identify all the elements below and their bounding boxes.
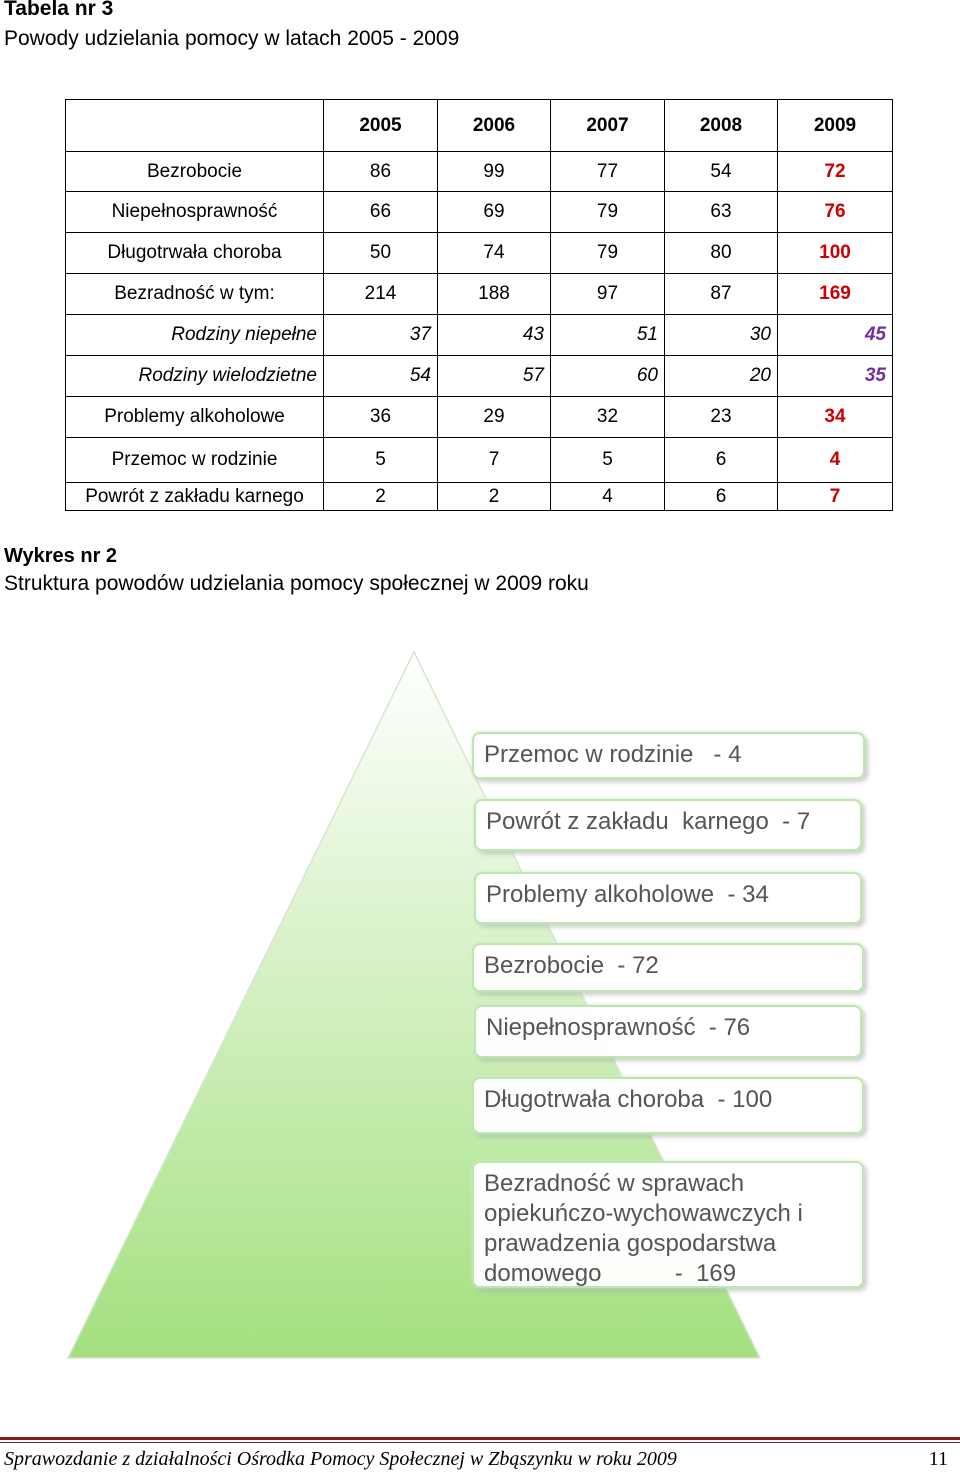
row-value: 32 bbox=[551, 397, 665, 438]
row-label: Rodziny wielodzietne bbox=[66, 356, 324, 397]
pyramid-box bbox=[472, 1077, 864, 1134]
row-label: Niepełnosprawność bbox=[66, 192, 324, 233]
row-value: 4 bbox=[778, 438, 893, 483]
pyramid-box-label: Powrót z zakładu karnego - 7 bbox=[486, 808, 811, 835]
footer-text: Sprawozdanie z działalności Ośrodka Pomocy Społecznej w Zbąszynku w roku 2009 bbox=[4, 1448, 677, 1470]
row-label: Rodziny niepełne bbox=[66, 315, 324, 356]
pyramid-box-label: Przemoc w rodzinie - 4 bbox=[484, 741, 742, 768]
row-value: 57 bbox=[438, 356, 551, 397]
header-year: 2008 bbox=[665, 100, 778, 152]
row-value: 97 bbox=[551, 274, 665, 315]
row-value: 80 bbox=[665, 233, 778, 274]
chart-title: Struktura powodów udzielania pomocy społecznej w 2009 roku bbox=[4, 572, 589, 595]
pyramid-box-label: Bezrobocie - 72 bbox=[484, 952, 659, 979]
pyramid-box bbox=[472, 732, 865, 779]
row-value: 7 bbox=[778, 483, 893, 511]
header-year: 2006 bbox=[438, 100, 551, 152]
header-empty-cell bbox=[66, 100, 324, 152]
reasons-table bbox=[65, 99, 893, 511]
row-value: 30 bbox=[665, 315, 778, 356]
row-value: 54 bbox=[324, 356, 438, 397]
table-row bbox=[66, 192, 893, 233]
row-label: Przemoc w rodzinie bbox=[66, 438, 324, 483]
row-value: 43 bbox=[438, 315, 551, 356]
row-value: 69 bbox=[438, 192, 551, 233]
table-row bbox=[66, 356, 893, 397]
row-value: 6 bbox=[665, 438, 778, 483]
table-row bbox=[66, 397, 893, 438]
row-value: 169 bbox=[778, 274, 893, 315]
row-value: 214 bbox=[324, 274, 438, 315]
pyramid-box bbox=[472, 943, 864, 992]
row-value: 72 bbox=[778, 152, 893, 192]
footer-rule bbox=[0, 1437, 960, 1440]
pyramid-box-label: Bezradność w sprawach opiekuńczo-wychowawczych i prawadzenia gospodarstwa domowego - 169 bbox=[484, 1170, 803, 1287]
header-year: 2007 bbox=[551, 100, 665, 152]
row-value: 77 bbox=[551, 152, 665, 192]
table-row bbox=[66, 483, 893, 511]
row-value: 35 bbox=[778, 356, 893, 397]
row-value: 100 bbox=[778, 233, 893, 274]
row-label: Długotrwała choroba bbox=[66, 233, 324, 274]
pyramid-box-label: Niepełnosprawność - 76 bbox=[486, 1014, 751, 1041]
row-value: 54 bbox=[665, 152, 778, 192]
row-value: 79 bbox=[551, 192, 665, 233]
row-value: 2 bbox=[438, 483, 551, 511]
row-value: 5 bbox=[551, 438, 665, 483]
table-label: Tabela nr 3 bbox=[4, 0, 114, 20]
row-value: 4 bbox=[551, 483, 665, 511]
row-value: 6 bbox=[665, 483, 778, 511]
table-row bbox=[66, 233, 893, 274]
header-year: 2009 bbox=[778, 100, 893, 152]
row-label: Powrót z zakładu karnego bbox=[66, 483, 324, 511]
pyramid-box-label: Długotrwała choroba - 100 bbox=[484, 1086, 773, 1113]
row-value: 20 bbox=[665, 356, 778, 397]
row-value: 74 bbox=[438, 233, 551, 274]
row-value: 99 bbox=[438, 152, 551, 192]
row-value: 86 bbox=[324, 152, 438, 192]
header-year: 2005 bbox=[324, 100, 438, 152]
row-value: 79 bbox=[551, 233, 665, 274]
row-value: 5 bbox=[324, 438, 438, 483]
table-row bbox=[66, 315, 893, 356]
row-value: 2 bbox=[324, 483, 438, 511]
row-value: 76 bbox=[778, 192, 893, 233]
pyramid-box bbox=[472, 1161, 864, 1288]
pyramid-box bbox=[474, 799, 862, 851]
page-number: 11 bbox=[928, 1448, 948, 1470]
pyramid-box-label: Problemy alkoholowe - 34 bbox=[486, 881, 769, 908]
table-row bbox=[66, 152, 893, 192]
row-label: Bezradność w tym: bbox=[66, 274, 324, 315]
table-row bbox=[66, 274, 893, 315]
row-value: 29 bbox=[438, 397, 551, 438]
pyramid-box bbox=[474, 1005, 862, 1058]
row-value: 50 bbox=[324, 233, 438, 274]
row-value: 66 bbox=[324, 192, 438, 233]
row-label: Problemy alkoholowe bbox=[66, 397, 324, 438]
row-value: 34 bbox=[778, 397, 893, 438]
row-value: 63 bbox=[665, 192, 778, 233]
table-title: Powody udzielania pomocy w latach 2005 - 2009 bbox=[4, 27, 460, 50]
row-label: Bezrobocie bbox=[66, 152, 324, 192]
row-value: 36 bbox=[324, 397, 438, 438]
row-value: 87 bbox=[665, 274, 778, 315]
table-row bbox=[66, 438, 893, 483]
footer-rule-thin bbox=[0, 1442, 960, 1443]
pyramid-box bbox=[474, 872, 862, 924]
row-value: 51 bbox=[551, 315, 665, 356]
chart-label: Wykres nr 2 bbox=[4, 545, 118, 567]
row-value: 7 bbox=[438, 438, 551, 483]
row-value: 60 bbox=[551, 356, 665, 397]
row-value: 45 bbox=[778, 315, 893, 356]
row-value: 188 bbox=[438, 274, 551, 315]
row-value: 37 bbox=[324, 315, 438, 356]
row-value: 23 bbox=[665, 397, 778, 438]
table-header-row bbox=[66, 100, 893, 152]
